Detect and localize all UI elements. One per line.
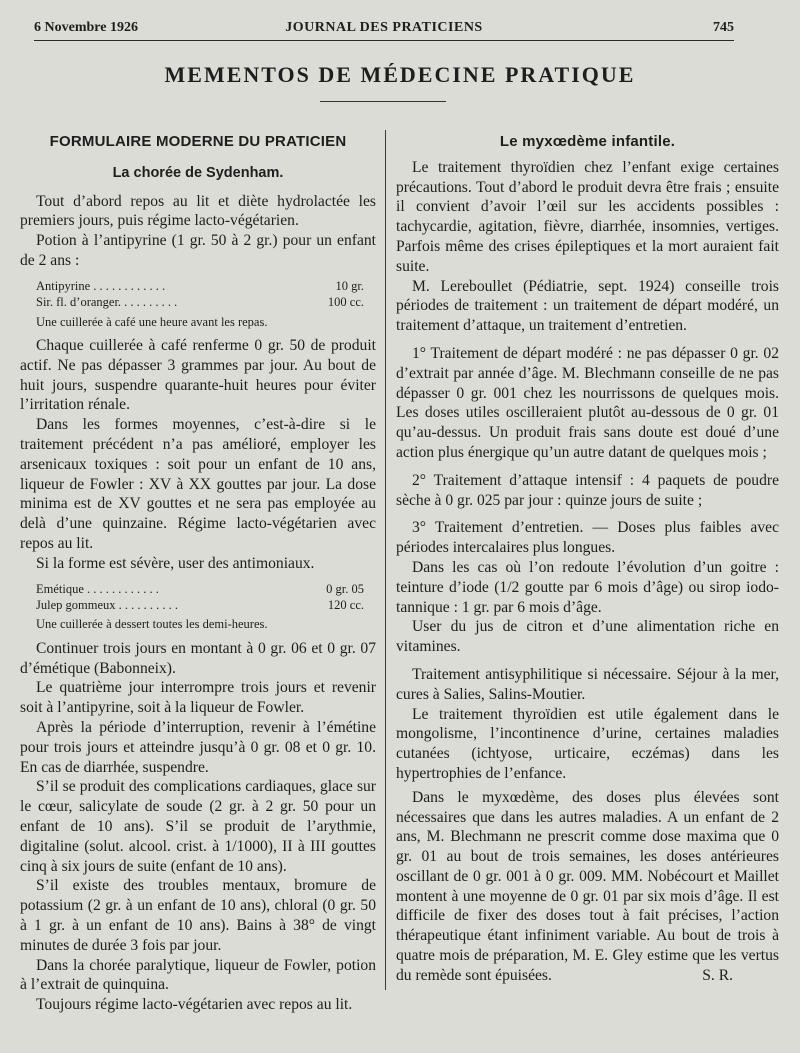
paragraph: Si la forme est sévère, user des antimoniaux. (36, 554, 315, 572)
issue-date: 6 Novembre 1926 (34, 20, 138, 35)
recipe-note: Une cuillerée à café une heure avant les repas. (36, 314, 268, 329)
recipe-item: Emétique . . . . . . . . . . . . (36, 581, 159, 596)
spacer (396, 463, 779, 471)
paragraph: Dans les cas où l’on redoute l’évolution d’un goitre : teinture d’iode (1/2 goutte par 6 mois d’âge) ou sirop iodo-tannique : 1 gr. par 6 mois d’âge. (396, 558, 779, 616)
section-heading-formulaire: FORMULAIRE MODERNE DU PRATICIEN (49, 133, 347, 150)
paragraph: Continuer trois jours en montant à 0 gr. 06 et 0 gr. 07 d’émétique (Babonneix). (20, 639, 376, 677)
recipe-row (36, 294, 376, 310)
right-column (396, 128, 779, 986)
paragraph: Après la période d’interruption, revenir à l’émétine pour trois jours et atteindre jusqu’à 0 gr. 08 et 0 gr. 10. En cas de diarrhée, suspendre. (20, 718, 376, 776)
recipe-row (36, 597, 376, 613)
recipe-quantity: 0 gr. 05 (326, 581, 364, 596)
paragraph: Le traitement thyroïdien chez l’enfant exige certaines précautions. Tout d’abord le produit devra être frais ; ensuite il convient d’avoir l’œil sur les accidents possibles : tachycardie, agitation, fièvre, diarrhée, insomnies, vertiges. Parfois même des crises épileptiques et la mort auraient fait suite. (396, 158, 779, 275)
prescription-emetique (36, 581, 376, 633)
section-heading-myxoedeme: Le myxœdème infantile. (499, 133, 676, 150)
paragraph: S’il existe des troubles mentaux, bromure de potassium (2 gr. à un enfant de 10 ans), chloral (0 gr. 50 à 1 gr. à un enfant de 10 ans). Bains à 38° de vingt minutes de durée 3 fois par jour. (20, 877, 376, 954)
recipe-row (36, 581, 376, 597)
recipe-item: Sir. fl. d’oranger. . . . . . . . . . (36, 295, 178, 310)
page-number: 745 (713, 20, 734, 35)
recipe-item: Julep gommeux . . . . . . . . . . (36, 597, 179, 612)
paragraph: S’il se produit des complications cardiaques, glace sur le cœur, salicylate de soude (2 gr. à 2 gr. 50 pour un enfant de 10 ans). S’il se produit de l’arythmie, digitaline (solut. alcool. crist. à 1/1000), II à III gouttes cinq à six jours de suite (enfant de 10 ans). (20, 778, 376, 875)
paragraph: Le traitement thyroïdien est utile également dans le mongolisme, l’incontinence d’urine, certaines maladies cutanées (ichtyose, urticaire, eczémas) dans les hypertrophies de l’enfance. (396, 705, 779, 782)
paragraph: Dans la chorée paralytique, liqueur de Fowler, potion à l’extrait de quinquina. (20, 956, 376, 994)
running-header (34, 18, 734, 41)
paragraph-text: Dans le myxœdème, des doses plus élevées sont nécessaires que dans les autres maladies. A un enfant de 2 ans, M. Blechmann ne prescrit comme dose maxima que 0 gr. 01 au bout de trois semaines, les doses antérieures oscillant de 0 gr. 001 à 0 gr. 009. MM. Nobécourt et Maillet montent à une moyenne de 0 gr. 01 par six mois d’âge. Il est difficile de fixer des doses tout à fait précises, l’action thérapeutique étant infiniment variable. Au bout de trois à quatre mois de préparation, M. E. Gley estime que les vertus du remède sont épuisées. (396, 788, 779, 984)
author-signature: S. R. (702, 966, 733, 984)
page-title: MEMENTOS DE MÉDECINE PRATIQUE (164, 62, 636, 87)
paragraph: Dans les formes moyennes, c’est-à-dire si le traitement précédent n’a pas amélioré, employer les arsenicaux toxiques : soit pour un enfant de 10 ans, liqueur de Fowler : XV à XX gouttes par jour. La dose minima est de XV gouttes et ne sera pas employée au delà d’une quinzaine. Régime lacto-végétarien avec repos au lit. (20, 416, 376, 552)
paragraph: 1° Traitement de départ modéré : ne pas dépasser 0 gr. 02 d’extrait par année d’âge. M. Blechmann conseille de ne pas dépasser 0 gr. 001 chez les nourrissons de quelques mois. Les doses utiles oscilleraient plutôt au-dessous de 0 gr. 01 qu’au-dessus. Un produit frais sans doute est doué d’une action plus énergique qu’un autre datant de quelques mois ; (396, 344, 779, 461)
column-divider (385, 130, 386, 990)
recipe-quantity: 10 gr. (335, 278, 364, 293)
paragraph: Chaque cuillerée à café renferme 0 gr. 50 de produit actif. Ne pas dépasser 3 grammes par jour. Au bout de huit jours, suspendre quarante-huit heures pour éviter l’irritation rénale. (20, 337, 376, 414)
spacer (396, 510, 779, 518)
prescription-antipyrine (36, 278, 376, 330)
paragraph: 2° Traitement d’attaque intensif : 4 paquets de poudre sèche à 0 gr. 025 par jour : quinze jours de suite ; (396, 471, 779, 509)
paragraph: Toujours régime lacto-végétarien avec repos au lit. (36, 996, 353, 1014)
paragraph: M. Lereboullet (Pédiatrie, sept. 1924) conseille trois périodes de traitement : un traitement de départ modéré, un traitement d’attaque, un traitement d’entretien. (396, 277, 779, 335)
spacer (396, 336, 779, 344)
paragraph (396, 788, 779, 986)
paragraph: Tout d’abord repos au lit et diète hydrolactée les premiers jours, puis régime lacto-végétarien. (20, 192, 376, 230)
left-column (20, 128, 376, 1015)
journal-name: JOURNAL DES PRATICIENS (285, 20, 483, 35)
recipe-row (36, 278, 376, 294)
subheading-choree: La chorée de Sydenham. (112, 164, 284, 181)
recipe-item: Antipyrine . . . . . . . . . . . . (36, 278, 166, 293)
recipe-quantity: 120 cc. (327, 597, 364, 612)
paragraph: Traitement antisyphilitique si nécessaire. Séjour à la mer, cures à Salies, Salins-Moutier. (396, 665, 779, 703)
paragraph: User du jus de citron et d’une alimentation riche en vitamines. (396, 618, 779, 656)
title-rule (320, 101, 446, 102)
paragraph: Le quatrième jour interrompre trois jours et revenir soit à l’antipyrine, soit à la liqueur de Fowler. (20, 679, 376, 717)
paragraph: Potion à l’antipyrine (1 gr. 50 à 2 gr.) pour un enfant de 2 ans : (20, 232, 376, 269)
paragraph: 3° Traitement d’entretien. — Doses plus faibles avec périodes intercalaires plus longues. (396, 519, 779, 557)
spacer (396, 657, 779, 665)
recipe-quantity: 100 cc. (327, 295, 364, 310)
recipe-note: Une cuillerée à dessert toutes les demi-heures. (36, 617, 268, 632)
